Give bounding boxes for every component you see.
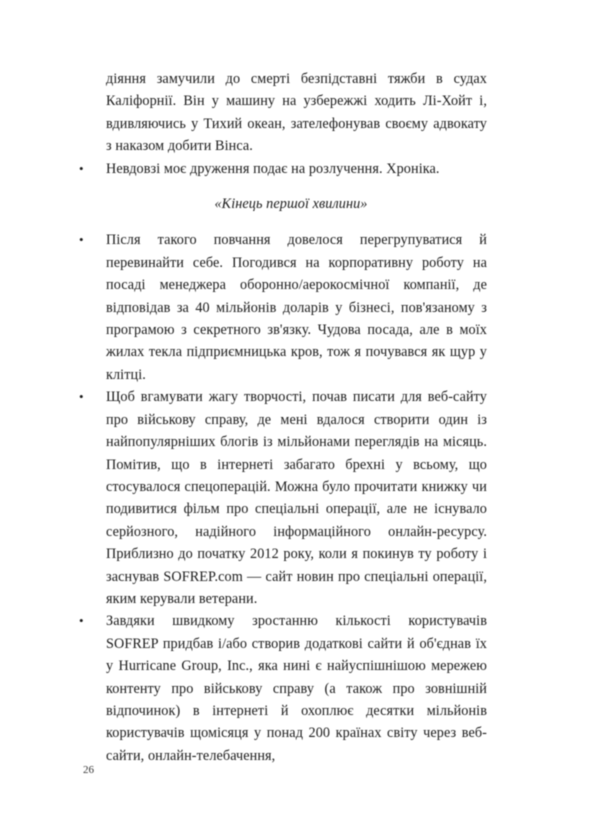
bullet-paragraph-divorce xyxy=(79,158,487,180)
page-text xyxy=(79,68,487,767)
bullet-icon: • xyxy=(79,389,84,405)
bullet-paragraph-hurricane-group xyxy=(79,610,487,767)
bullet-paragraph-sofrep xyxy=(79,386,487,610)
paragraph-text: Після такого повчання довелося перегрупуватися й перевинайти себе. Погодився на корпоративну роботу на посаді менеджера оборонно/аерокосмічної компанії, де відповідав за 40 мільйонів доларів у бізнесі, пов'язаному з програмою з секретного зв'язку. Чудова посада, але в моїх жилах текла підприємницька кров, тож я почувався як щур у клітці. xyxy=(106,232,487,383)
paragraph-text: діяння замучили до смерті безпідставні тяжби в судах Каліфорнії. Він у машину на узбережжі ходить Лі-Хойт і, вдивляючись у Тихий океан, зателефонував своєму адвокату з наказом добити Вінса. xyxy=(106,71,487,155)
heading-text: «Кінець першої хвилини» xyxy=(214,196,368,213)
paragraph-text: Щоб вгамувати жагу творчості, почав писати для веб-сайту про військову справу, де мені вдалося створити один із найпопулярніших блогів із мільйонами переглядів на місяць. Помітив, що в інтернеті забагато брехні у всьому, що стосувалося спецоперацій. Можна було прочитати книжку чи подивитися фільм про спеціальні операції, але не існувало серйозного, надійного інформаційного онлайн-ресурсу. Приблизно до початку 2012 року, коли я покинув ту роботу і заснував SOFREP.com — сайт новин про спеціальні операції, яким керували ветерани. xyxy=(106,389,487,607)
bullet-icon: • xyxy=(79,613,84,629)
bullet-icon: • xyxy=(79,232,84,248)
paragraph-text: Завдяки швидкому зростанню кількості користувачів SOFREP придбав і/або створив додаткові сайти й об'єднав їх у Hurricane Group, Inc., яка нині є найуспішнішою мережею контенту про військову справу (а також про зовнішній відпочинок) в інтернеті й охоплює десятки мільйонів користувачів щомісяця у понад 200 країнах світу через веб-сайти, онлайн-телебачення, xyxy=(106,613,487,764)
bullet-paragraph-corporate-job xyxy=(79,229,487,386)
page-number: 26 xyxy=(83,764,94,776)
continuation-paragraph xyxy=(79,68,487,158)
paragraph-text: Невдовзі моє друження подає на розлучення. Хроніка. xyxy=(106,160,440,177)
bullet-icon: • xyxy=(79,160,84,176)
section-heading xyxy=(79,193,487,215)
